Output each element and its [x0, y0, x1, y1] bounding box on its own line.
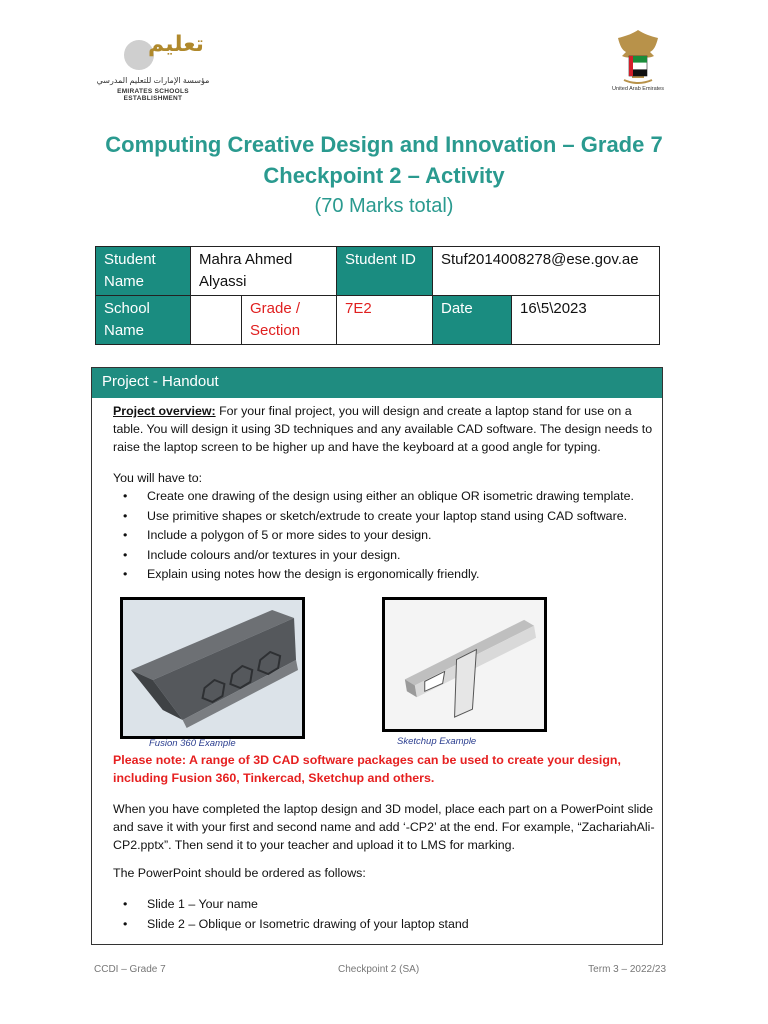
date-label: Date — [433, 296, 512, 345]
fusion-360-example-image — [120, 597, 305, 739]
list-item: • Use primitive shapes or sketch/extrude to create your laptop stand using CAD software. — [113, 507, 653, 527]
sketchup-stand-render-icon — [385, 600, 544, 729]
list-item: • Include colours and/or textures in your design. — [113, 546, 653, 566]
uae-emblem-icon — [610, 26, 666, 90]
student-info-table — [95, 246, 660, 345]
list-item: • Slide 2 – Oblique or Isometric drawing of your laptop stand — [113, 915, 653, 935]
school-name-value — [191, 296, 242, 345]
handout-header — [92, 368, 662, 398]
grade-section-value: 7E2 — [337, 296, 433, 345]
requirements-intro: You will have to: — [113, 471, 203, 485]
table-row — [96, 296, 660, 345]
slide-order-list — [113, 895, 653, 934]
table-row — [96, 247, 660, 296]
software-note: Please note: A range of 3D CAD software packages can be used to create your design, including Fusion 360, Tinkercad, Sketchup and others. — [113, 753, 621, 785]
footer-course: CCDI – Grade 7 — [94, 964, 166, 975]
marks-total: (70 Marks total) — [314, 195, 454, 217]
date-value: 16\5\2023 — [512, 296, 660, 345]
ese-arabic-mark: تعليم — [148, 32, 204, 57]
sketchup-caption: Sketchup Example — [397, 736, 477, 747]
ese-english-name: EMIRATES SCHOOLS ESTABLISHMENT — [117, 88, 189, 102]
grade-section-label: Grade / Section — [242, 296, 337, 345]
school-name-label: School Name — [96, 296, 191, 345]
list-item: • Explain using notes how the design is ergonomically friendly. — [113, 565, 653, 585]
student-name-value: Mahra Ahmed Alyassi — [191, 247, 337, 296]
handout-title: Project - Handout — [102, 373, 219, 390]
slide-order-intro: The PowerPoint should be ordered as follows: — [113, 866, 366, 880]
page-title: Computing Creative Design and Innovation – Grade 7 — [105, 132, 663, 157]
student-name-label: Student Name — [96, 247, 191, 296]
overview-text: For your final project, you will design and create a laptop stand for use on a table. You will design it using 3D techniques and any available CAD software. The design needs to raise the laptop screen to be higher up and have the keyboard at a good angle for typing. — [113, 404, 653, 454]
project-handout — [91, 367, 663, 945]
page-subtitle: Checkpoint 2 – Activity — [263, 163, 505, 188]
footer-term: Term 3 – 2022/23 — [588, 964, 666, 975]
uae-caption: United Arab Emirates — [612, 86, 664, 92]
student-id-label: Student ID — [337, 247, 433, 296]
student-id-value: Stuf2014008278@ese.gov.ae — [433, 247, 660, 296]
list-item: • Include a polygon of 5 or more sides to your design. — [113, 526, 653, 546]
overview-label: Project overview: — [113, 404, 216, 418]
list-item: • Slide 1 – Your name — [113, 895, 653, 915]
submission-instructions: When you have completed the laptop design and 3D model, place each part on a PowerPoint slide and save it with your first and second name and add ‘-CP2’ at the end. For example, “ZachariahAli-CP2.pptx”. Then send it to your teacher and upload it to LMS for marking. — [113, 802, 655, 852]
ese-arabic-name: مؤسسة الإمارات للتعليم المدرسي — [96, 76, 210, 85]
list-item: • Create one drawing of the design using either an oblique OR isometric drawing template. — [113, 487, 653, 507]
requirements-list — [113, 487, 653, 585]
footer-checkpoint: Checkpoint 2 (SA) — [338, 964, 420, 975]
sketchup-example-image — [382, 597, 547, 732]
laptop-stand-render-icon — [123, 600, 302, 736]
fusion-360-caption: Fusion 360 Example — [149, 738, 236, 749]
project-overview — [113, 402, 663, 456]
